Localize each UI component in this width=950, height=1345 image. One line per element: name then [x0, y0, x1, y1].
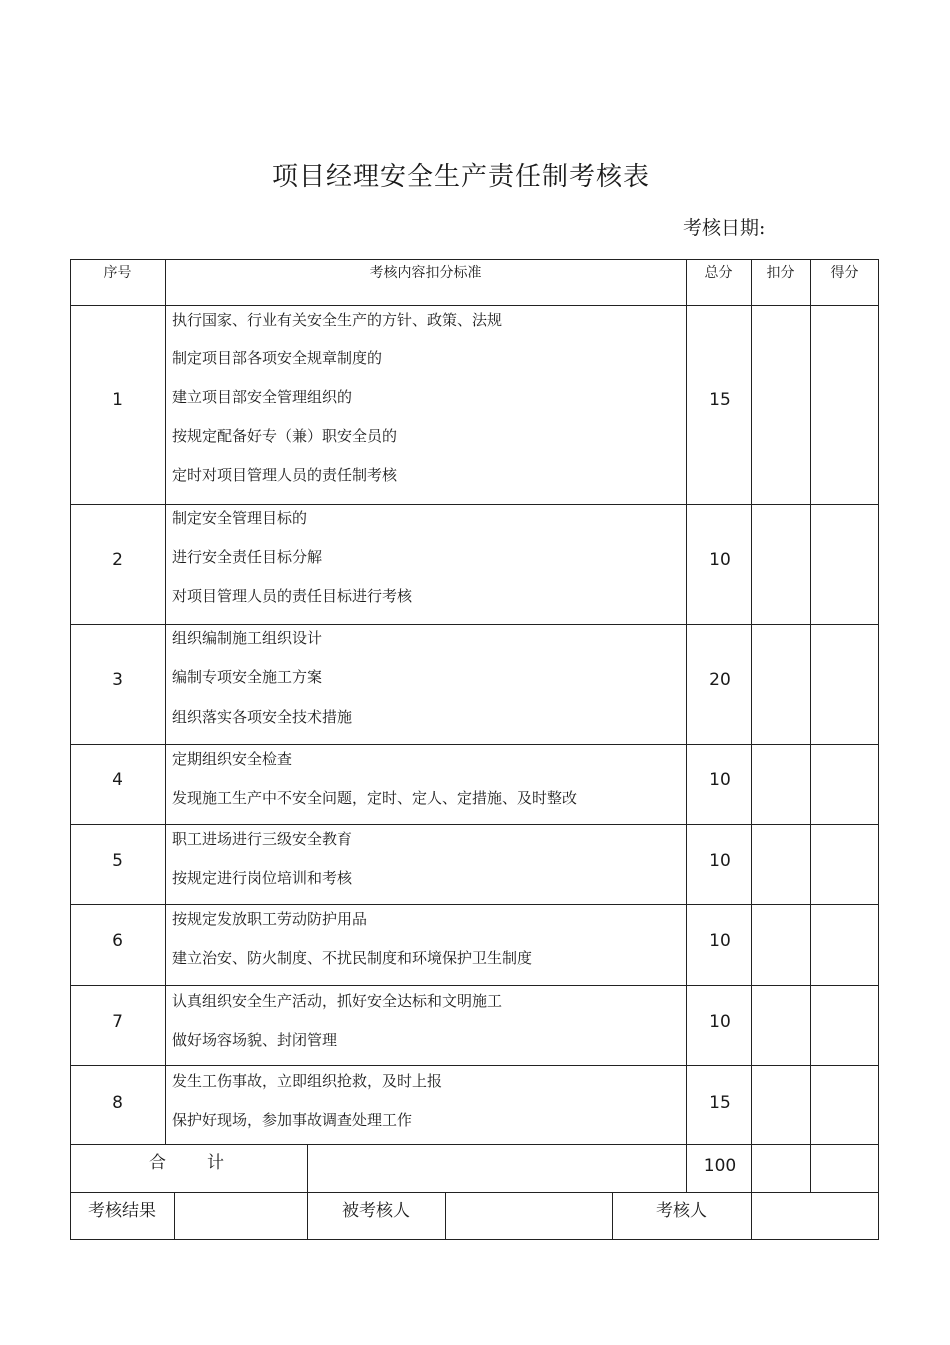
rule-row-2: [70, 624, 879, 625]
row-3-item-1: 组织编制施工组织设计: [172, 629, 323, 647]
row-1-item-2: 制定项目部各项安全规章制度的: [172, 349, 383, 367]
row-7-seq: 7: [112, 1012, 123, 1032]
row-3-total: 20: [709, 670, 731, 690]
header-deduct: 扣分: [766, 265, 795, 281]
row-4-seq: 4: [112, 770, 123, 790]
row-5-total: 10: [709, 851, 731, 871]
rule-footer-1: [174, 1192, 175, 1240]
row-2-item-2: 进行安全责任目标分解: [172, 548, 323, 566]
rule-footer-2: [445, 1192, 446, 1240]
rule-col-deduct: [810, 259, 811, 1192]
row-2-total: 10: [709, 550, 731, 570]
row-1-item-3: 建立项目部安全管理组织的: [172, 388, 353, 406]
rule-row-1: [70, 504, 879, 505]
row-1-seq: 1: [112, 390, 123, 410]
rule-col-seq: [165, 259, 166, 1144]
row-5-item-1: 职工进场进行三级安全教育: [172, 830, 353, 848]
row-2-item-1: 制定安全管理目标的: [172, 509, 308, 527]
sum-label-he: 合: [149, 1153, 166, 1173]
header-total: 总分: [704, 265, 733, 281]
row-2-seq: 2: [112, 550, 123, 570]
row-3-seq: 3: [112, 670, 123, 690]
rule-row-6: [70, 985, 879, 986]
sum-total: 100: [703, 1156, 737, 1176]
row-6-item-2: 建立治安、防火制度、不扰民制度和环境保护卫生制度: [172, 949, 533, 967]
rule-row-3: [70, 744, 879, 745]
rule-row-7: [70, 1065, 879, 1066]
row-7-item-1: 认真组织安全生产活动，抓好安全达标和文明施工: [172, 992, 503, 1010]
row-8-total: 15: [709, 1093, 731, 1113]
row-3-item-2: 编制专项安全施工方案: [172, 668, 323, 686]
rule-header-bottom: [70, 305, 879, 306]
row-1-total: 15: [709, 390, 731, 410]
row-1-item-4: 按规定配备好专（兼）职安全员的: [172, 427, 398, 445]
row-7-total: 10: [709, 1012, 731, 1032]
sum-label-ji: 计: [207, 1153, 224, 1173]
row-2-item-3: 对项目管理人员的责任目标进行考核: [172, 587, 413, 605]
row-3-item-3: 组织落实各项安全技术措施: [172, 708, 353, 726]
footer-assessee-label: 被考核人: [342, 1201, 410, 1221]
row-6-item-1: 按规定发放职工劳动防护用品: [172, 910, 368, 928]
row-6-seq: 6: [112, 931, 123, 951]
row-8-seq: 8: [112, 1093, 123, 1113]
header-seq: 序号: [103, 265, 132, 281]
row-8-item-1: 发生工伤事故，立即组织抢救，及时上报: [172, 1072, 443, 1090]
header-content: 考核内容扣分标准: [369, 265, 482, 281]
row-1-item-1: 执行国家、行业有关安全生产的方针、政策、法规: [172, 311, 503, 329]
footer-result-label: 考核结果: [88, 1201, 156, 1221]
row-4-item-1: 定期组织安全检查: [172, 750, 293, 768]
row-5-item-2: 按规定进行岗位培训和考核: [172, 869, 353, 887]
rule-sum-divider: [307, 1144, 308, 1240]
assessment-date-label: 考核日期:: [683, 217, 766, 239]
rule-row-8: [70, 1144, 879, 1145]
header-score: 得分: [830, 265, 859, 281]
rule-row-5: [70, 904, 879, 905]
row-8-item-2: 保护好现场，参加事故调查处理工作: [172, 1111, 413, 1129]
row-5-seq: 5: [112, 851, 123, 871]
row-1-item-5: 定时对项目管理人员的责任制考核: [172, 466, 398, 484]
row-4-item-2: 发现施工生产中不安全问题，定时、定人、定措施、及时整改: [172, 789, 578, 807]
row-4-total: 10: [709, 770, 731, 790]
row-7-item-2: 做好场容场貌、封闭管理: [172, 1031, 338, 1049]
row-6-total: 10: [709, 931, 731, 951]
rule-row-4: [70, 824, 879, 825]
footer-assessor-label: 考核人: [656, 1201, 707, 1221]
rule-sum-row: [70, 1192, 879, 1193]
page-title: 项目经理安全生产责任制考核表: [271, 162, 650, 192]
